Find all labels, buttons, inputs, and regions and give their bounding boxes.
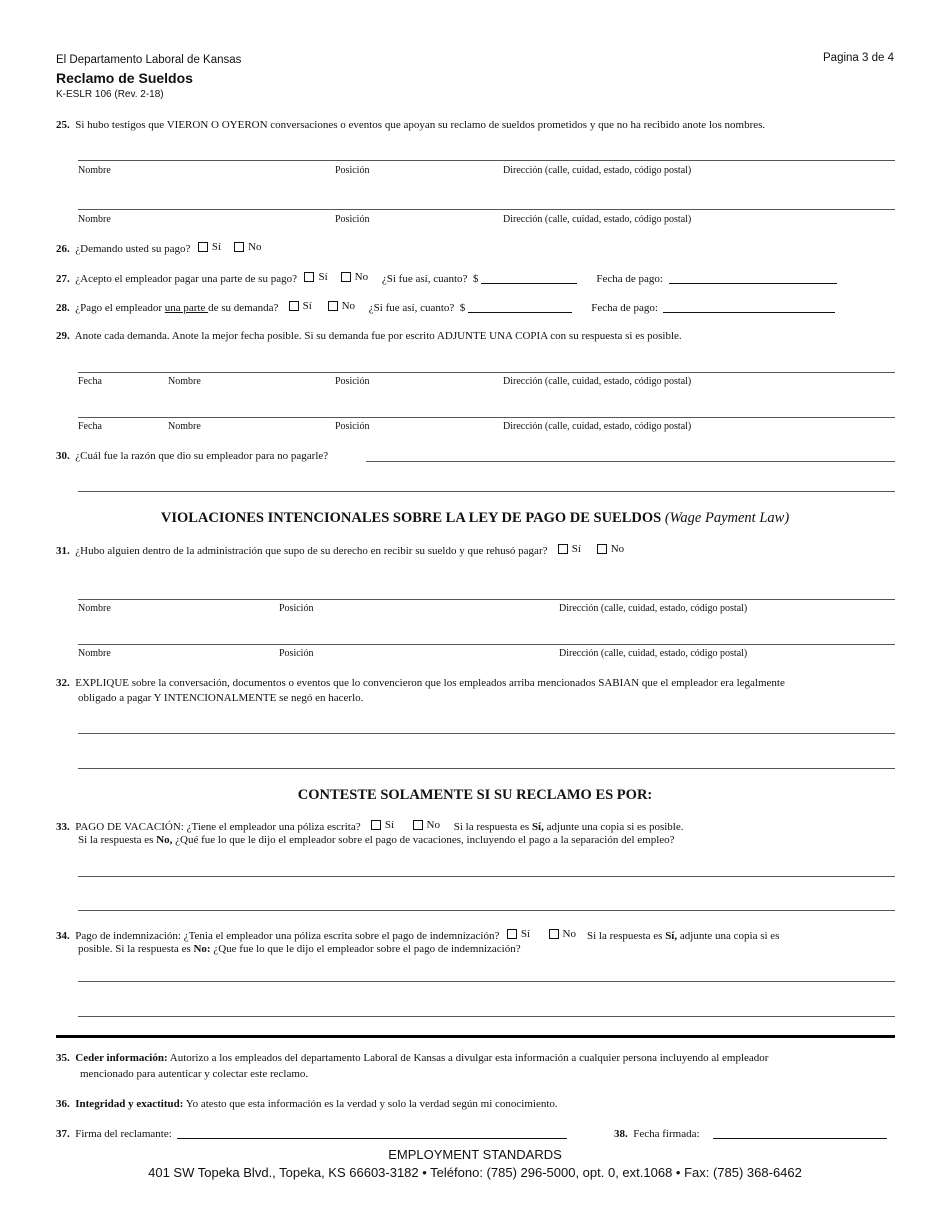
question-34-line2: posible. Si la respuesta es No: ¿Que fue lo que le dijo el empleador sobre el pago de indemnización? (78, 943, 521, 955)
checkbox-icon (328, 301, 338, 311)
witness-line-1[interactable] (78, 160, 895, 161)
form-id: K-ESLR 106 (Rev. 2-18) (56, 89, 164, 100)
vacation-line-1[interactable] (78, 876, 895, 877)
explain-line-1[interactable] (78, 733, 895, 734)
checkbox-icon (304, 272, 314, 282)
vacation-line-2[interactable] (78, 910, 895, 911)
checkbox-q33-yes[interactable]: Sí (369, 819, 394, 831)
checkbox-q31-yes[interactable]: Sí (556, 543, 581, 555)
demand-line-1[interactable] (78, 372, 895, 373)
question-36: 36. Integridad y exactitud: Yo atesto que esta información es la verdad y solo la verdad según mi conocimiento. (56, 1098, 558, 1110)
label-direccion: Dirección (calle, cuidad, estado, código postal) (559, 648, 748, 659)
amount-input-q28[interactable] (468, 302, 572, 313)
question-29: 29. Anote cada demanda. Anote la mejor fecha posible. Si su demanda fue por escrito ADJUNTE UNA COPIA con su respuesta si es posible. (56, 330, 682, 342)
label-posicion: Posición (279, 603, 314, 614)
question-25: 25. Si hubo testigos que VIERON O OYERON conversaciones o eventos que apoyan su reclamo de sueldos prometidos y que no ha recibido anote los nombres. (56, 119, 766, 131)
question-27: 27. ¿Acepto el empleador pagar una parte de su pago? Sí No ¿Si fue así, cuanto? $ Fecha de pago: (56, 271, 837, 285)
demand-line-2[interactable] (78, 417, 895, 418)
signed-date-input[interactable] (713, 1128, 887, 1139)
label-nombre: Nombre (78, 214, 111, 225)
department-name: El Departamento Laboral de Kansas (56, 54, 242, 66)
label-posicion: Posición (279, 648, 314, 659)
question-30: 30. ¿Cuál fue la razón que dio su empleador para no pagarle? (56, 450, 329, 462)
checkbox-icon (198, 242, 208, 252)
checkbox-icon (341, 272, 351, 282)
checkbox-q28-yes[interactable]: Sí (287, 300, 312, 312)
label-posicion: Posición (335, 214, 370, 225)
page-number: Pagina 3 de 4 (823, 52, 894, 64)
checkbox-q28-no[interactable]: No (326, 300, 355, 312)
question-38: 38. Fecha firmada: (614, 1128, 887, 1140)
label-posicion: Posición (335, 421, 370, 432)
footer-contact: 401 SW Topeka Blvd., Topeka, KS 66603-3182 • Teléfono: (785) 296-5000, opt. 0, ext.1068 • Fax: (785) 368-6462 (148, 1165, 802, 1180)
checkbox-icon (507, 929, 517, 939)
amount-input-q27[interactable] (481, 273, 577, 284)
checkbox-icon (413, 820, 423, 830)
checkbox-q26-no[interactable]: No (232, 241, 261, 253)
question-33-line2: Si la respuesta es No, ¿Qué fue lo que le dijo el empleador sobre el pago de vacaciones, incluyendo el pago a la separación del empleo? (78, 834, 675, 846)
explain-line-2[interactable] (78, 768, 895, 769)
reason-line-2[interactable] (78, 491, 895, 492)
checkbox-q31-no[interactable]: No (595, 543, 624, 555)
label-direccion: Dirección (calle, cuidad, estado, código postal) (503, 165, 692, 176)
label-nombre: Nombre (168, 421, 201, 432)
section-heading-only-if: CONTESTE SOLAMENTE SI SU RECLAMO ES POR: (297, 787, 653, 803)
witness-line-2[interactable] (78, 209, 895, 210)
label-fecha: Fecha (78, 376, 102, 387)
checkbox-icon (549, 929, 559, 939)
checkbox-q27-yes[interactable]: Sí (302, 271, 327, 283)
section-heading-violations: VIOLACIONES INTENCIONALES SOBRE LA LEY DE PAGO DE SUELDOS (Wage Payment Law) (160, 510, 790, 526)
label-posicion: Posición (335, 165, 370, 176)
question-26: 26. ¿Demando usted su pago? Sí No (56, 241, 262, 255)
label-direccion: Dirección (calle, cuidad, estado, código postal) (503, 214, 692, 225)
question-34: 34. Pago de indemnización: ¿Tenia el empleador una póliza escrita sobre el pago de indemnización? Sí No Si la respuesta es Sí, adjunte una copia si es (56, 928, 780, 942)
checkbox-q34-no[interactable]: No (547, 928, 576, 940)
checkbox-q33-no[interactable]: No (411, 819, 440, 831)
question-35-line2: mencionado para autenticar y colectar este reclamo. (80, 1068, 309, 1080)
label-nombre: Nombre (78, 648, 111, 659)
section-divider (56, 1035, 895, 1038)
question-32-line2: obligado a pagar Y INTENCIONALMENTE se negó en hacerlo. (78, 692, 364, 704)
form-title: Reclamo de Sueldos (56, 70, 193, 86)
checkbox-q34-yes[interactable]: Sí (505, 928, 530, 940)
date-input-q27[interactable] (669, 273, 837, 284)
checkbox-icon (234, 242, 244, 252)
checkbox-icon (289, 301, 299, 311)
signature-input[interactable] (177, 1128, 567, 1139)
label-direccion: Dirección (calle, cuidad, estado, código postal) (503, 421, 692, 432)
label-nombre: Nombre (78, 165, 111, 176)
severance-line-1[interactable] (78, 981, 895, 982)
label-nombre: Nombre (168, 376, 201, 387)
checkbox-q26-yes[interactable]: Sí (196, 241, 221, 253)
question-32: 32. EXPLIQUE sobre la conversación, documentos o eventos que lo convencieron que los empleados arriba mencionados SABIAN que el empleador era legalmente (56, 677, 785, 689)
label-posicion: Posición (335, 376, 370, 387)
question-37: 37. Firma del reclamante: (56, 1128, 567, 1140)
date-input-q28[interactable] (663, 302, 835, 313)
checkbox-icon (597, 544, 607, 554)
manager-line-2[interactable] (78, 644, 895, 645)
manager-line-1[interactable] (78, 599, 895, 600)
severance-line-2[interactable] (78, 1016, 895, 1017)
question-35: 35. Ceder información: Autorizo a los empleados del departamento Laboral de Kansas a divulgar esta información a cualquier persona incluyendo al empleador (56, 1052, 769, 1064)
footer-agency: EMPLOYMENT STANDARDS (388, 1147, 562, 1162)
label-direccion: Dirección (calle, cuidad, estado, código postal) (559, 603, 748, 614)
checkbox-q27-no[interactable]: No (339, 271, 368, 283)
label-fecha: Fecha (78, 421, 102, 432)
checkbox-icon (371, 820, 381, 830)
question-28: 28. ¿Pago el empleador una parte de su demanda? Sí No ¿Si fue así, cuanto? $ Fecha de pago: (56, 300, 835, 314)
checkbox-icon (558, 544, 568, 554)
label-direccion: Dirección (calle, cuidad, estado, código postal) (503, 376, 692, 387)
reason-line-1[interactable] (366, 461, 895, 462)
question-33: 33. PAGO DE VACACIÓN: ¿Tiene el empleador una póliza escrita? Sí No Si la respuesta es Sí, adjunte una copia si es posible. (56, 819, 684, 833)
question-31: 31. ¿Hubo alguien dentro de la administración que supo de su derecho en recibir su sueldo y que rehusó pagar? Sí No (56, 543, 625, 557)
label-nombre: Nombre (78, 603, 111, 614)
